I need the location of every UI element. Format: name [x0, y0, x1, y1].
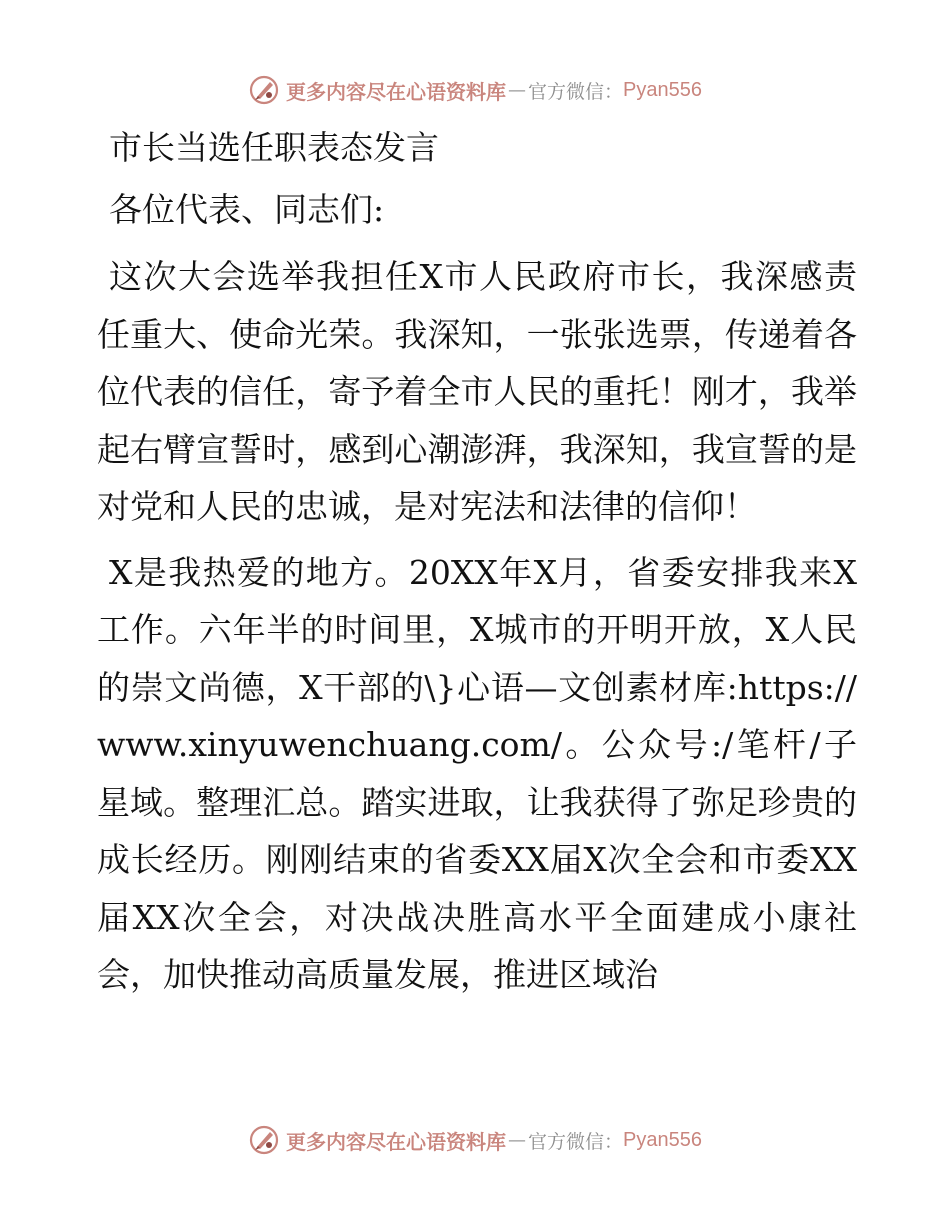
footer-brand-dash: — — [508, 1129, 526, 1151]
document-greeting: 各位代表、同志们: — [109, 190, 385, 229]
document-body — [97, 128, 857, 1012]
header-brand-dash: — — [508, 79, 526, 101]
header-brand-text: 更多内容尽在心语资料库 — [286, 79, 506, 104]
footer-wechat-id: Pyan556 — [623, 1128, 702, 1151]
footer-brand-text: 更多内容尽在心语资料库 — [286, 1129, 506, 1154]
header-wechat-label: 官方微信： — [528, 80, 624, 103]
document-title: 市长当选任职表态发言 — [109, 128, 439, 167]
footer-wechat-label: 官方微信： — [528, 1130, 624, 1153]
body-paragraph: X是我热爱的地方。20XX年X月，省委安排我来X工作。六年半的时间里，X城市的开明开放，X人民的崇文尚德，X干部的\}心语—文创素材库:https://www.xinyuwenchuang.com/。公众号:/笔杆/子星域。整理汇总。踏实进取，让我获得了弥足珍贵的成长经历。刚刚结束的省委XX届X次全会和市委XX届XX次全会，对决战决胜高水平全面建成小康社会，加快推动高质量发展，推进区域治 — [97, 552, 857, 994]
footer-watermark — [0, 1120, 950, 1160]
header-wechat-id: Pyan556 — [623, 78, 702, 101]
header-watermark — [0, 70, 950, 110]
body-paragraph: 这次大会选举我担任X市人民政府市长，我深感责任重大、使命光荣。我深知，一张张选票，传递着各位代表的信任，寄予着全市人民的重托！刚才，我举起右臂宣誓时，感到心潮澎湃，我深知，我宣誓的是对党和人民的忠诚，是对宪法和法律的信仰！ — [97, 257, 857, 526]
quill-pen-logo-icon — [248, 1124, 280, 1156]
quill-pen-logo-icon — [248, 74, 280, 106]
